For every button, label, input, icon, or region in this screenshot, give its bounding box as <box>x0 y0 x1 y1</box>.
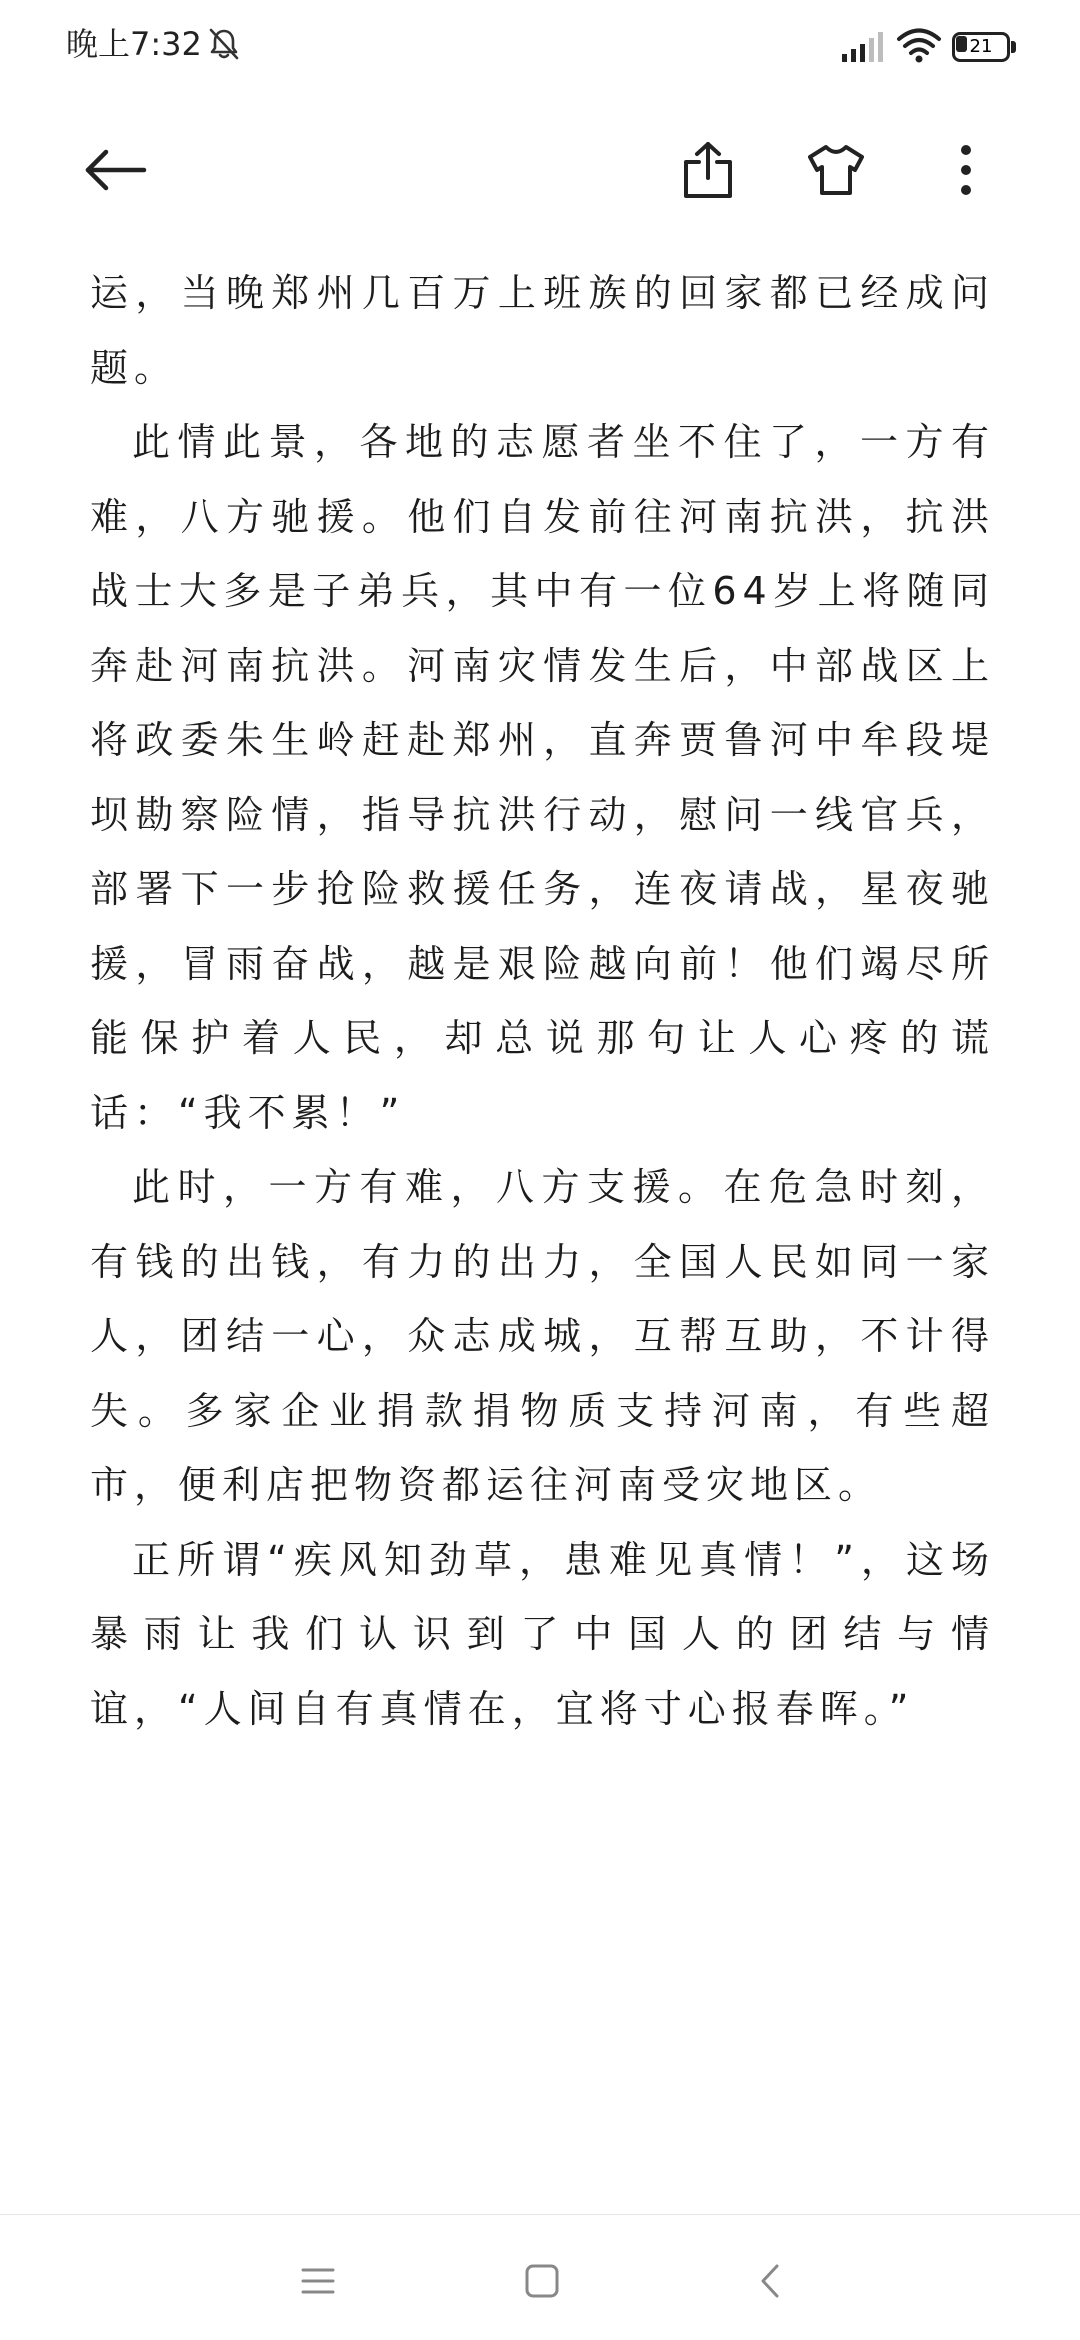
share-button[interactable] <box>668 130 748 210</box>
battery-cap <box>1011 41 1016 53</box>
home-square-icon <box>524 2263 560 2299</box>
more-vertical-icon <box>958 144 974 196</box>
wifi-icon <box>896 26 942 64</box>
battery-level: 21 <box>969 36 993 57</box>
theme-button[interactable] <box>796 130 876 210</box>
article-content <box>90 256 995 1746</box>
article-paragraph: 此时，一方有难，八方支援。在危急时刻，有钱的出钱，有力的出力，全国人民如同一家人，团结一心，众志成城，互帮互助，不计得失。多家企业捐款捐物质支持河南，有些超市，便利店把物资都运往河南受灾地区。 <box>90 1165 995 1507</box>
back-arrow-icon <box>84 148 148 192</box>
more-button[interactable] <box>926 130 1006 210</box>
recent-apps-button[interactable] <box>282 2245 354 2317</box>
article-paragraph: 此情此景，各地的志愿者坐不住了，一方有难，八方驰援。他们自发前往河南抗洪，抗洪战士大多是子弟兵，其中有一位64岁上将随同奔赴河南抗洪。河南灾情发生后，中部战区上将政委朱生岭赶赴郑州，直奔贾鲁河中牟段堤坝勘察险情，指导抗洪行动，慰问一线官兵，部署下一步抢险救援任务，连夜请战，星夜驰援，冒雨奋战，越是艰险越向前！他们竭尽所能保护着人民，却总说那句让人心疼的谎话：“我不累！” <box>90 420 995 1135</box>
signal-icon <box>840 30 886 64</box>
share-icon <box>682 140 734 200</box>
status-bar <box>0 0 1080 96</box>
back-button[interactable] <box>76 130 156 210</box>
tshirt-theme-icon <box>806 143 866 197</box>
system-back-button[interactable] <box>734 2245 806 2317</box>
article-paragraph: 运，当晚郑州几百万上班族的回家都已经成问题。 <box>90 271 995 390</box>
back-chevron-icon <box>758 2263 782 2299</box>
status-time: 晚上7:32 <box>66 25 202 63</box>
menu-icon <box>300 2265 336 2297</box>
system-nav-bar <box>0 2215 1080 2340</box>
reader-toolbar <box>0 110 1080 230</box>
home-button[interactable] <box>506 2245 578 2317</box>
bell-muted-icon <box>206 26 242 62</box>
battery-icon <box>952 32 1016 62</box>
article-paragraph: 正所谓“疾风知劲草，患难见真情！”，这场暴雨让我们认识到了中国人的团结与情谊，“人间自有真情在，宜将寸心报春晖。” <box>90 1537 995 1731</box>
